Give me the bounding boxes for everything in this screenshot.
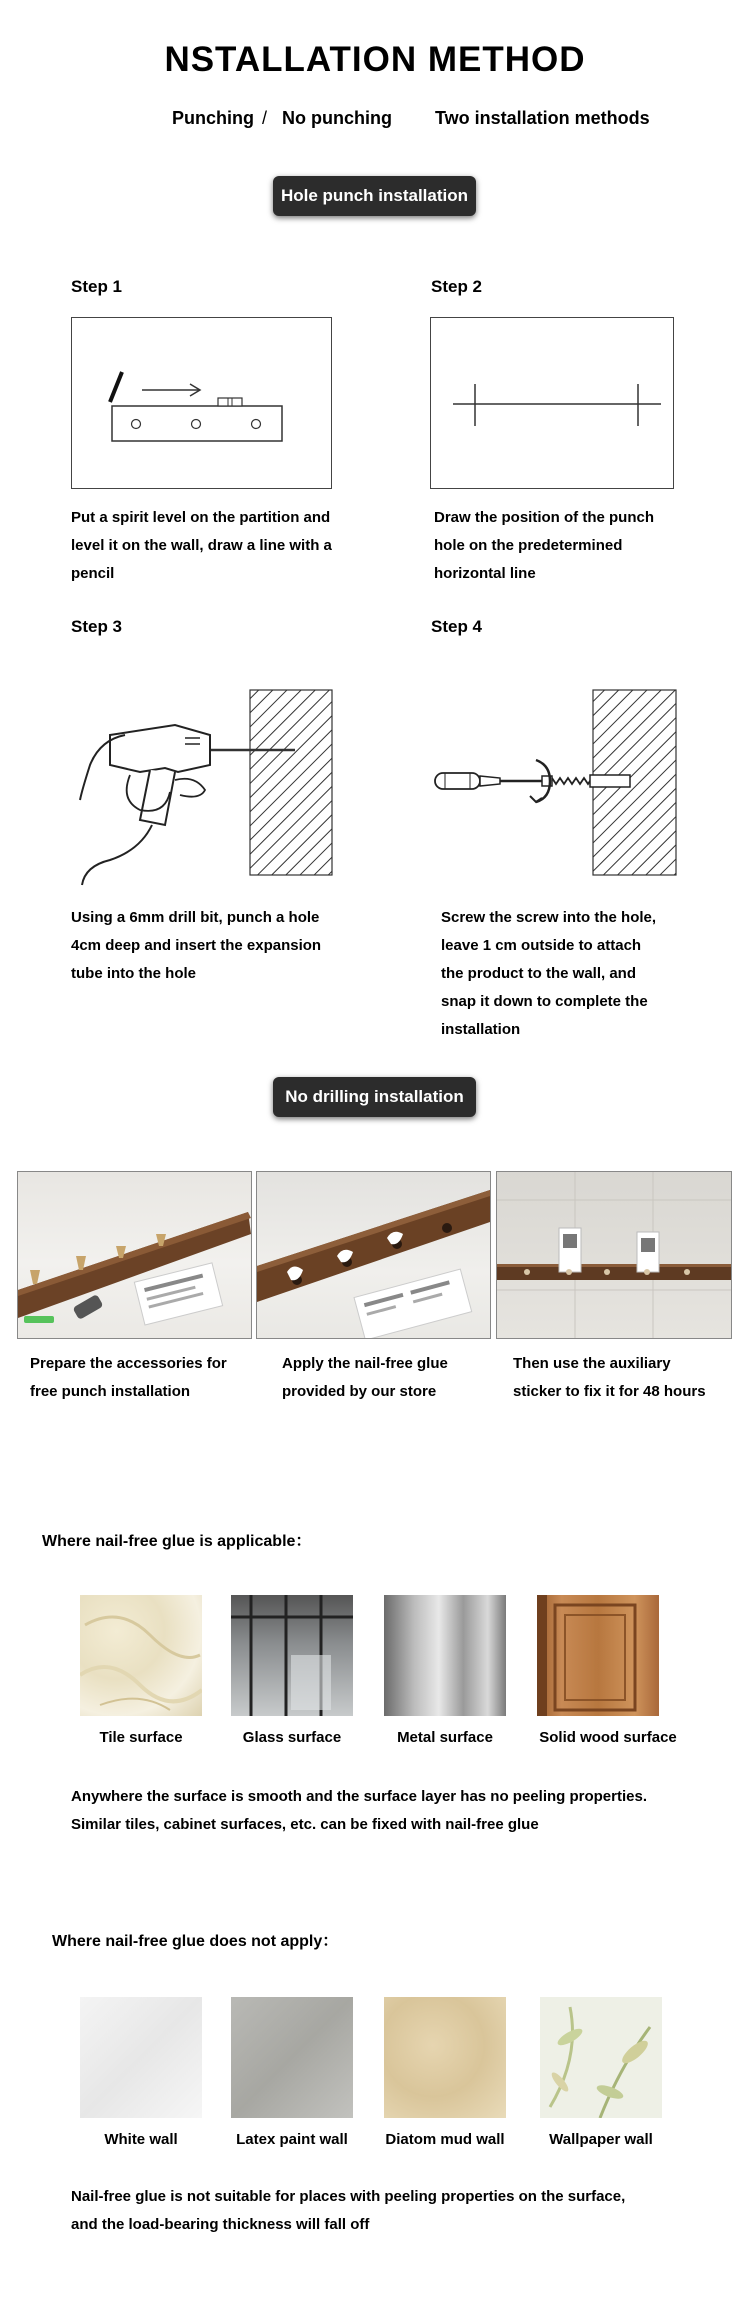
no-drilling-badge: No drilling installation: [273, 1077, 476, 1117]
step-3-label: Step 3: [71, 617, 123, 636]
applicable-heading: Where nail-free glue is applicable：: [42, 1533, 312, 1550]
step-2-diagram: [430, 317, 674, 489]
step-2-description: Draw the position of the punch hole on the predetermined horizontal line: [434, 509, 654, 582]
hole-punch-badge: Hole punch installation: [273, 176, 476, 216]
photo-3-caption: Then use the auxiliary sticker to fix it for 48 hours: [513, 1355, 706, 1400]
step-3-description: Using a 6mm drill bit, punch a hole 4cm deep and insert the expansion tube into the hole: [71, 909, 322, 982]
diatom-mud-label: Diatom mud wall: [385, 2131, 505, 2148]
page-title: NSTALLATION METHOD: [164, 40, 586, 79]
wallpaper-label: Wallpaper wall: [549, 2131, 653, 2148]
metal-surface-swatch: [384, 1595, 506, 1716]
not-applicable-note: Nail-free glue is not suitable for places with peeling properties on the surface, and the load-bearing thickness will fall off: [71, 2188, 626, 2233]
spirit-level-illustration: [72, 318, 330, 487]
option-no-punching: No punching: [282, 108, 392, 128]
solid-wood-label: Solid wood surface: [539, 1729, 677, 1746]
step-4-description: Screw the screw into the hole, leave 1 cm outside to attach the product to the wall, and snap it down to complete the installation: [441, 909, 657, 1038]
not-applicable-heading: Where nail-free glue does not apply：: [52, 1933, 339, 1950]
latex-paint-swatch: [231, 1997, 353, 2118]
drill-illustration: [70, 680, 340, 890]
step-3-diagram: [70, 680, 340, 890]
sticker-fix-photo: [496, 1171, 732, 1339]
white-wall-swatch: [80, 1997, 202, 2118]
option-punching: Punching: [172, 108, 254, 128]
photo-2-caption: Apply the nail-free glue provided by our store: [282, 1355, 448, 1400]
tile-surface-label: Tile surface: [99, 1729, 183, 1746]
step-1-diagram: [71, 317, 332, 489]
white-wall-label: White wall: [104, 2131, 178, 2148]
latex-paint-label: Latex paint wall: [236, 2131, 348, 2148]
applicable-note: Anywhere the surface is smooth and the surface layer has no peeling properties. Similar tiles, cabinet surfaces, etc. can be fixed with nail-free glue: [71, 1788, 647, 1833]
glass-surface-swatch: [231, 1595, 353, 1716]
horizontal-line-illustration: [431, 318, 672, 487]
two-methods-label: Two installation methods: [435, 108, 650, 128]
step-1-description: Put a spirit level on the partition and level it on the wall, draw a line with a pencil: [71, 509, 332, 582]
metal-surface-label: Metal surface: [397, 1729, 493, 1746]
tile-surface-swatch: [80, 1595, 202, 1716]
step-1-label: Step 1: [71, 277, 123, 296]
step-2-label: Step 2: [431, 277, 483, 296]
glue-photo: [256, 1171, 491, 1339]
option-separator: /: [262, 108, 268, 128]
diatom-mud-swatch: [384, 1997, 506, 2118]
solid-wood-swatch: [537, 1595, 659, 1716]
glass-surface-label: Glass surface: [242, 1729, 342, 1746]
wallpaper-swatch: [540, 1997, 662, 2118]
step-4-diagram: [430, 680, 680, 890]
step-4-label: Step 4: [431, 617, 483, 636]
accessories-photo: [17, 1171, 252, 1339]
screwdriver-illustration: [430, 680, 680, 890]
photo-1-caption: Prepare the accessories for free punch installation: [30, 1355, 227, 1400]
